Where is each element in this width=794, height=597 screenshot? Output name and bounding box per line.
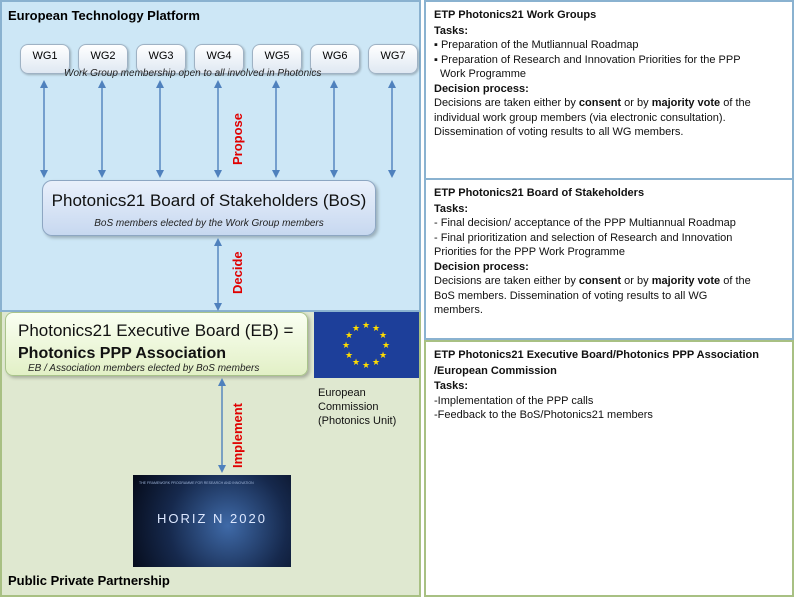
- wg-tasks-heading: Tasks:: [434, 24, 469, 37]
- eb-title-line2: Photonics PPP Association: [18, 345, 227, 362]
- wg-process-line3: Dissemination of voting results to all WG members.: [434, 126, 684, 138]
- wg-task-2: ▪ Preparation of Research and Innovation Priorities for the PPP: [434, 53, 741, 66]
- wg-description-panel: [424, 0, 794, 180]
- svg-text:★: ★: [344, 351, 354, 361]
- bos-task-1: - Final decision/ acceptance of the PPP Multiannual Roadmap: [434, 217, 736, 229]
- eb-subtitle: EB / Association members elected by BoS members: [28, 363, 260, 374]
- wg-box-7: WG7: [368, 44, 418, 74]
- bos-process-consent: consent: [578, 275, 622, 287]
- svg-text:★: ★: [361, 361, 371, 371]
- bos-title: Photonics21 Board of Stakeholders (BoS): [51, 191, 367, 210]
- ppp-panel-title: Public Private Partnership: [8, 573, 170, 588]
- wg-box-2: WG2: [78, 44, 128, 74]
- wg-box-5: WG5: [252, 44, 302, 74]
- bos-process-line2: BoS members. Dissemination of voting results to all WG: [434, 289, 708, 302]
- bos-subtitle: BoS members elected by the Work Group members: [94, 218, 324, 229]
- wg-box-1: WG1: [20, 44, 70, 74]
- wg-box-4: WG4: [194, 44, 244, 74]
- wg-process-consent: consent: [578, 97, 622, 109]
- wg-task-2-cont: Work Programme: [440, 68, 526, 80]
- bos-process-text-a: Decisions are taken either by: [434, 275, 579, 287]
- horizon-2020-image: [133, 475, 291, 567]
- implement-label: Implement: [230, 402, 245, 468]
- wg-panel-title: ETP Photonics21 Work Groups: [434, 9, 597, 21]
- bos-process-heading: Decision process:: [434, 260, 529, 273]
- wg-process-heading: Decision process:: [434, 82, 529, 95]
- horizon-wordmark: HORIZ N 2020: [157, 511, 267, 526]
- bos-task-2-cont: Priorities for the PPP Work Programme: [434, 246, 625, 258]
- svg-text:★: ★: [351, 324, 361, 334]
- eb-title-line1: Photonics21 Executive Board (EB) =: [18, 321, 294, 340]
- wg-process-text-c: of the: [720, 97, 751, 109]
- european-commission-label: [318, 386, 418, 428]
- svg-text:★: ★: [341, 341, 351, 351]
- horizon-caption: THE FRAMEWORK PROGRAMME FOR RESEARCH AND INNOVATION: [139, 481, 254, 485]
- bos-process-line3: members.: [434, 304, 483, 316]
- eb-box: [5, 312, 308, 376]
- eb-panel-title-line1: ETP Photonics21 Executive Board/Photonics PPP Association: [434, 349, 759, 361]
- svg-text:★: ★: [381, 341, 391, 351]
- eb-task-1: -Implementation of the PPP calls: [434, 394, 594, 407]
- eb-panel-title-line2: /European Commission: [434, 364, 557, 377]
- bos-process-text-c: of the: [720, 275, 751, 287]
- ec-label-line1: European: [318, 387, 366, 399]
- decide-label: Decide: [230, 251, 245, 294]
- wg-task-1: ▪ Preparation of the Mutliannual Roadmap: [434, 39, 639, 51]
- wg-membership-note: Work Group membership open to all involved in Photonics: [64, 68, 322, 79]
- wg-process-text-a: Decisions are taken either by: [434, 97, 579, 109]
- bos-box: [42, 180, 376, 236]
- wg-box-3: WG3: [136, 44, 186, 74]
- propose-label: Propose: [230, 112, 245, 165]
- eb-task-2: -Feedback to the BoS/Photonics21 members: [434, 409, 653, 421]
- svg-text:★: ★: [378, 351, 388, 361]
- eb-tasks-heading: Tasks:: [434, 380, 469, 392]
- bos-task-2: - Final prioritization and selection of Research and Innovation: [434, 231, 733, 244]
- svg-text:★: ★: [344, 331, 354, 341]
- svg-text:★: ★: [361, 321, 371, 331]
- bos-process-text-b: or by: [621, 275, 652, 287]
- bos-panel-title: ETP Photonics21 Board of Stakeholders: [434, 187, 645, 199]
- wg-process-text-b: or by: [621, 97, 652, 109]
- bos-process-majority: majority vote: [651, 275, 721, 287]
- wg-process-line2: individual work group members (via electronic consultation).: [434, 111, 726, 124]
- eb-description-panel: [424, 340, 794, 597]
- bos-description-panel: [424, 180, 794, 340]
- svg-text:★: ★: [371, 358, 381, 368]
- ec-label-line3: (Photonics Unit): [318, 415, 397, 427]
- bos-process-line1: [434, 274, 784, 289]
- svg-text:★: ★: [378, 331, 388, 341]
- eu-flag-icon: [314, 312, 419, 378]
- bos-tasks-heading: Tasks:: [434, 202, 469, 215]
- wg-box-6: WG6: [310, 44, 360, 74]
- ec-label-line2: Commission: [318, 401, 379, 413]
- svg-text:★: ★: [371, 324, 381, 334]
- etp-panel-title: European Technology Platform: [8, 8, 200, 23]
- wg-process-line1: [434, 96, 784, 111]
- wg-process-majority: majority vote: [651, 97, 721, 109]
- svg-text:★: ★: [351, 358, 361, 368]
